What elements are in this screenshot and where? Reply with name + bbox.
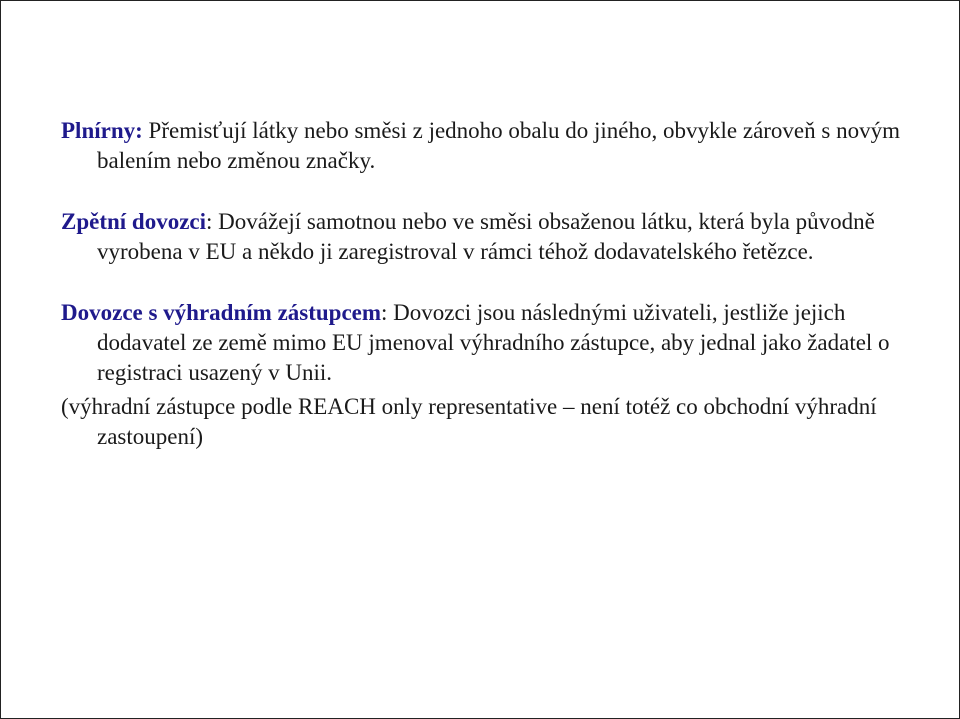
paragraph-plnirny bbox=[61, 116, 921, 176]
definition-plnirny: Přemisťují látky nebo směsi z jednoho obalu do jiného, obvykle zároveň s novým balením nebo změnou značky. bbox=[97, 118, 900, 173]
paragraph-zpetni-dovozci bbox=[61, 207, 921, 267]
paragraph-note-only-representative bbox=[61, 392, 921, 452]
definition-dovozce-vyhradni-zastupce: : Dovozci jsou následnými uživateli, jestliže jejich dodavatel ze země mimo EU jmenoval výhradního zástupce, aby jednal jako žadatel o registraci usazený v Unii. bbox=[97, 300, 890, 385]
term-dovozce-vyhradni-zastupce: Dovozce s výhradním zástupcem bbox=[61, 300, 382, 325]
term-zpetni-dovozci: Zpětní dovozci bbox=[61, 209, 207, 234]
term-plnirny: Plnírny: bbox=[61, 118, 143, 143]
definition-zpetni-dovozci: : Dovážejí samotnou nebo ve směsi obsaženou látku, která byla původně vyrobena v EU a někdo ji zaregistroval v rámci téhož dodavatelského řetězce. bbox=[97, 209, 875, 264]
note-only-representative: (výhradní zástupce podle REACH only representative – není totéž co obchodní výhradní zastoupení) bbox=[61, 394, 877, 449]
paragraph-dovozce-vyhradni-zastupce bbox=[61, 298, 921, 388]
slide-content bbox=[61, 116, 921, 452]
